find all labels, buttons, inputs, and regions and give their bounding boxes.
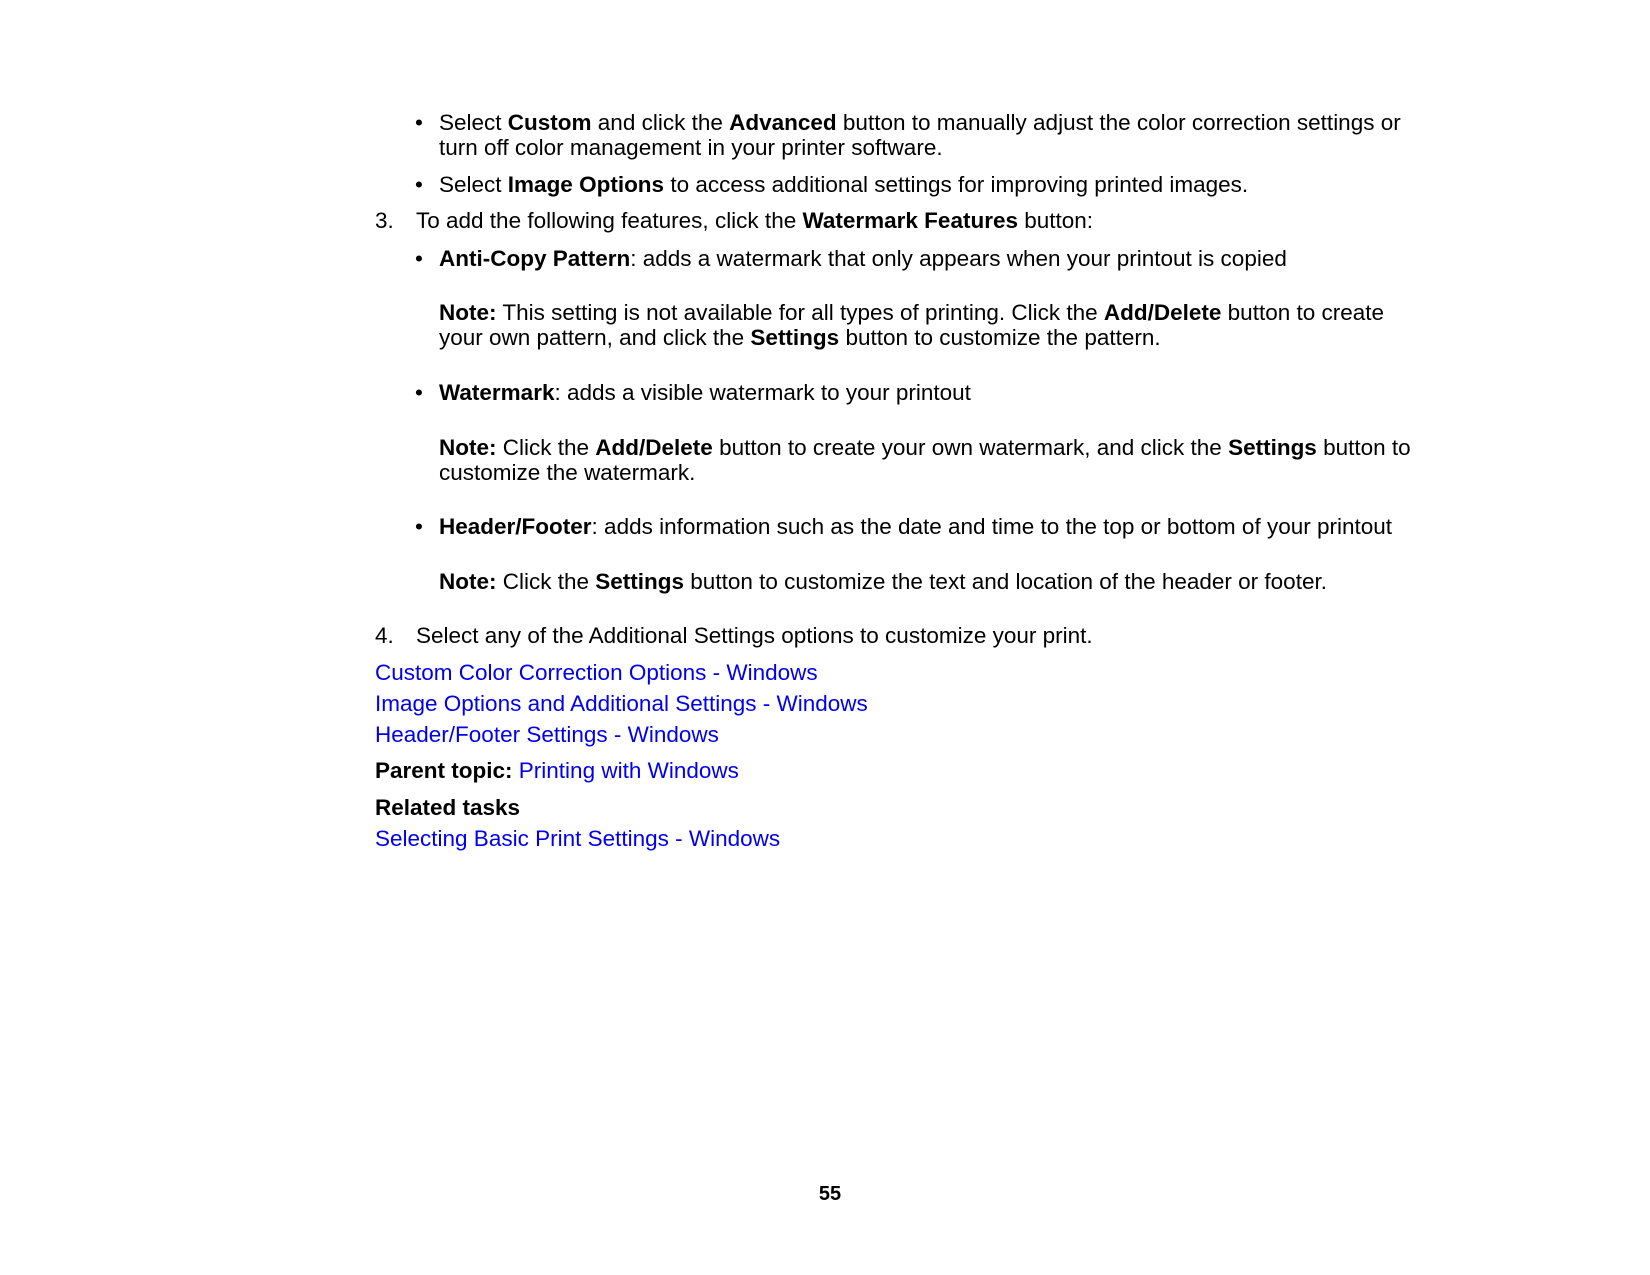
- link-printing-with-windows[interactable]: Printing with Windows: [518, 758, 739, 783]
- related-tasks-heading: Related tasks: [375, 795, 521, 820]
- bold-term: Settings: [595, 569, 685, 594]
- step-number: 3.: [375, 208, 394, 233]
- link-selecting-basic-print-settings[interactable]: Selecting Basic Print Settings - Windows: [375, 826, 781, 851]
- link-header-footer-settings[interactable]: Header/Footer Settings - Windows: [375, 722, 719, 747]
- text: This setting is not available for all types of printing. Click the: [496, 300, 1104, 325]
- bold-term: Add/Delete: [595, 435, 713, 460]
- bold-term: Custom: [507, 110, 592, 135]
- note-anti-copy: [439, 300, 1384, 326]
- note-label: Note:: [439, 435, 497, 460]
- text: to access additional settings for improving printed images.: [664, 172, 1249, 197]
- text: button to manually adjust the color correction settings or: [836, 110, 1401, 135]
- text: To add the following features, click the: [416, 208, 803, 233]
- text: Click the: [496, 569, 596, 594]
- bullet-icon: •: [415, 246, 423, 271]
- text: button to: [1316, 435, 1411, 460]
- text: : adds information such as the date and time to the top or bottom of your printout: [591, 514, 1393, 539]
- note-header-footer: [439, 569, 1327, 595]
- bullet-icon: •: [415, 380, 423, 405]
- bold-term: Settings: [750, 325, 840, 350]
- bold-term: Header/Footer: [439, 514, 592, 539]
- note-label: Note:: [439, 300, 497, 325]
- list-item-header-footer: [439, 514, 1392, 540]
- note-watermark: [439, 435, 1411, 461]
- parent-topic-label: Parent topic:: [375, 758, 513, 783]
- text: Click the: [496, 435, 596, 460]
- list-item-custom: [439, 110, 1401, 136]
- list-item-continuation: turn off color management in your printer software.: [439, 135, 943, 160]
- bold-term: Image Options: [507, 172, 665, 197]
- step-3-text: [416, 208, 1093, 234]
- bold-term: Add/Delete: [1103, 300, 1222, 325]
- note-label: Note:: [439, 569, 497, 594]
- bold-term: Watermark: [439, 380, 555, 405]
- list-item-anti-copy: [439, 246, 1287, 272]
- bold-term: Settings: [1228, 435, 1317, 460]
- note-anti-copy-line2: [439, 325, 1161, 351]
- bullet-icon: •: [415, 514, 423, 539]
- link-image-options[interactable]: Image Options and Additional Settings - Windows: [375, 691, 868, 716]
- list-item-image-options: [439, 172, 1248, 198]
- step-4-text: Select any of the Additional Settings options to customize your print.: [416, 623, 1093, 648]
- page-number: 55: [818, 1183, 842, 1205]
- parent-topic: [375, 758, 739, 784]
- text: button to customize the pattern.: [839, 325, 1161, 350]
- text: button to customize the text and location of the header or footer.: [684, 569, 1327, 594]
- bold-term: Watermark Features: [802, 208, 1018, 233]
- text: and click the: [591, 110, 730, 135]
- step-number: 4.: [375, 623, 394, 648]
- text: : adds a visible watermark to your printout: [554, 380, 971, 405]
- link-custom-color-correction[interactable]: Custom Color Correction Options - Windows: [375, 660, 818, 685]
- bold-term: Anti-Copy Pattern: [439, 246, 631, 271]
- text: : adds a watermark that only appears when your printout is copied: [630, 246, 1287, 271]
- text: Select: [439, 110, 508, 135]
- bullet-icon: •: [415, 110, 423, 135]
- text: button:: [1017, 208, 1094, 233]
- text: button to create your own watermark, and click the: [712, 435, 1229, 460]
- text: button to create: [1221, 300, 1385, 325]
- text: your own pattern, and click the: [439, 325, 751, 350]
- note-watermark-line2: customize the watermark.: [439, 460, 696, 485]
- text: Select: [439, 172, 508, 197]
- bold-term: Advanced: [729, 110, 837, 135]
- list-item-watermark: [439, 380, 971, 406]
- bullet-icon: •: [415, 172, 423, 197]
